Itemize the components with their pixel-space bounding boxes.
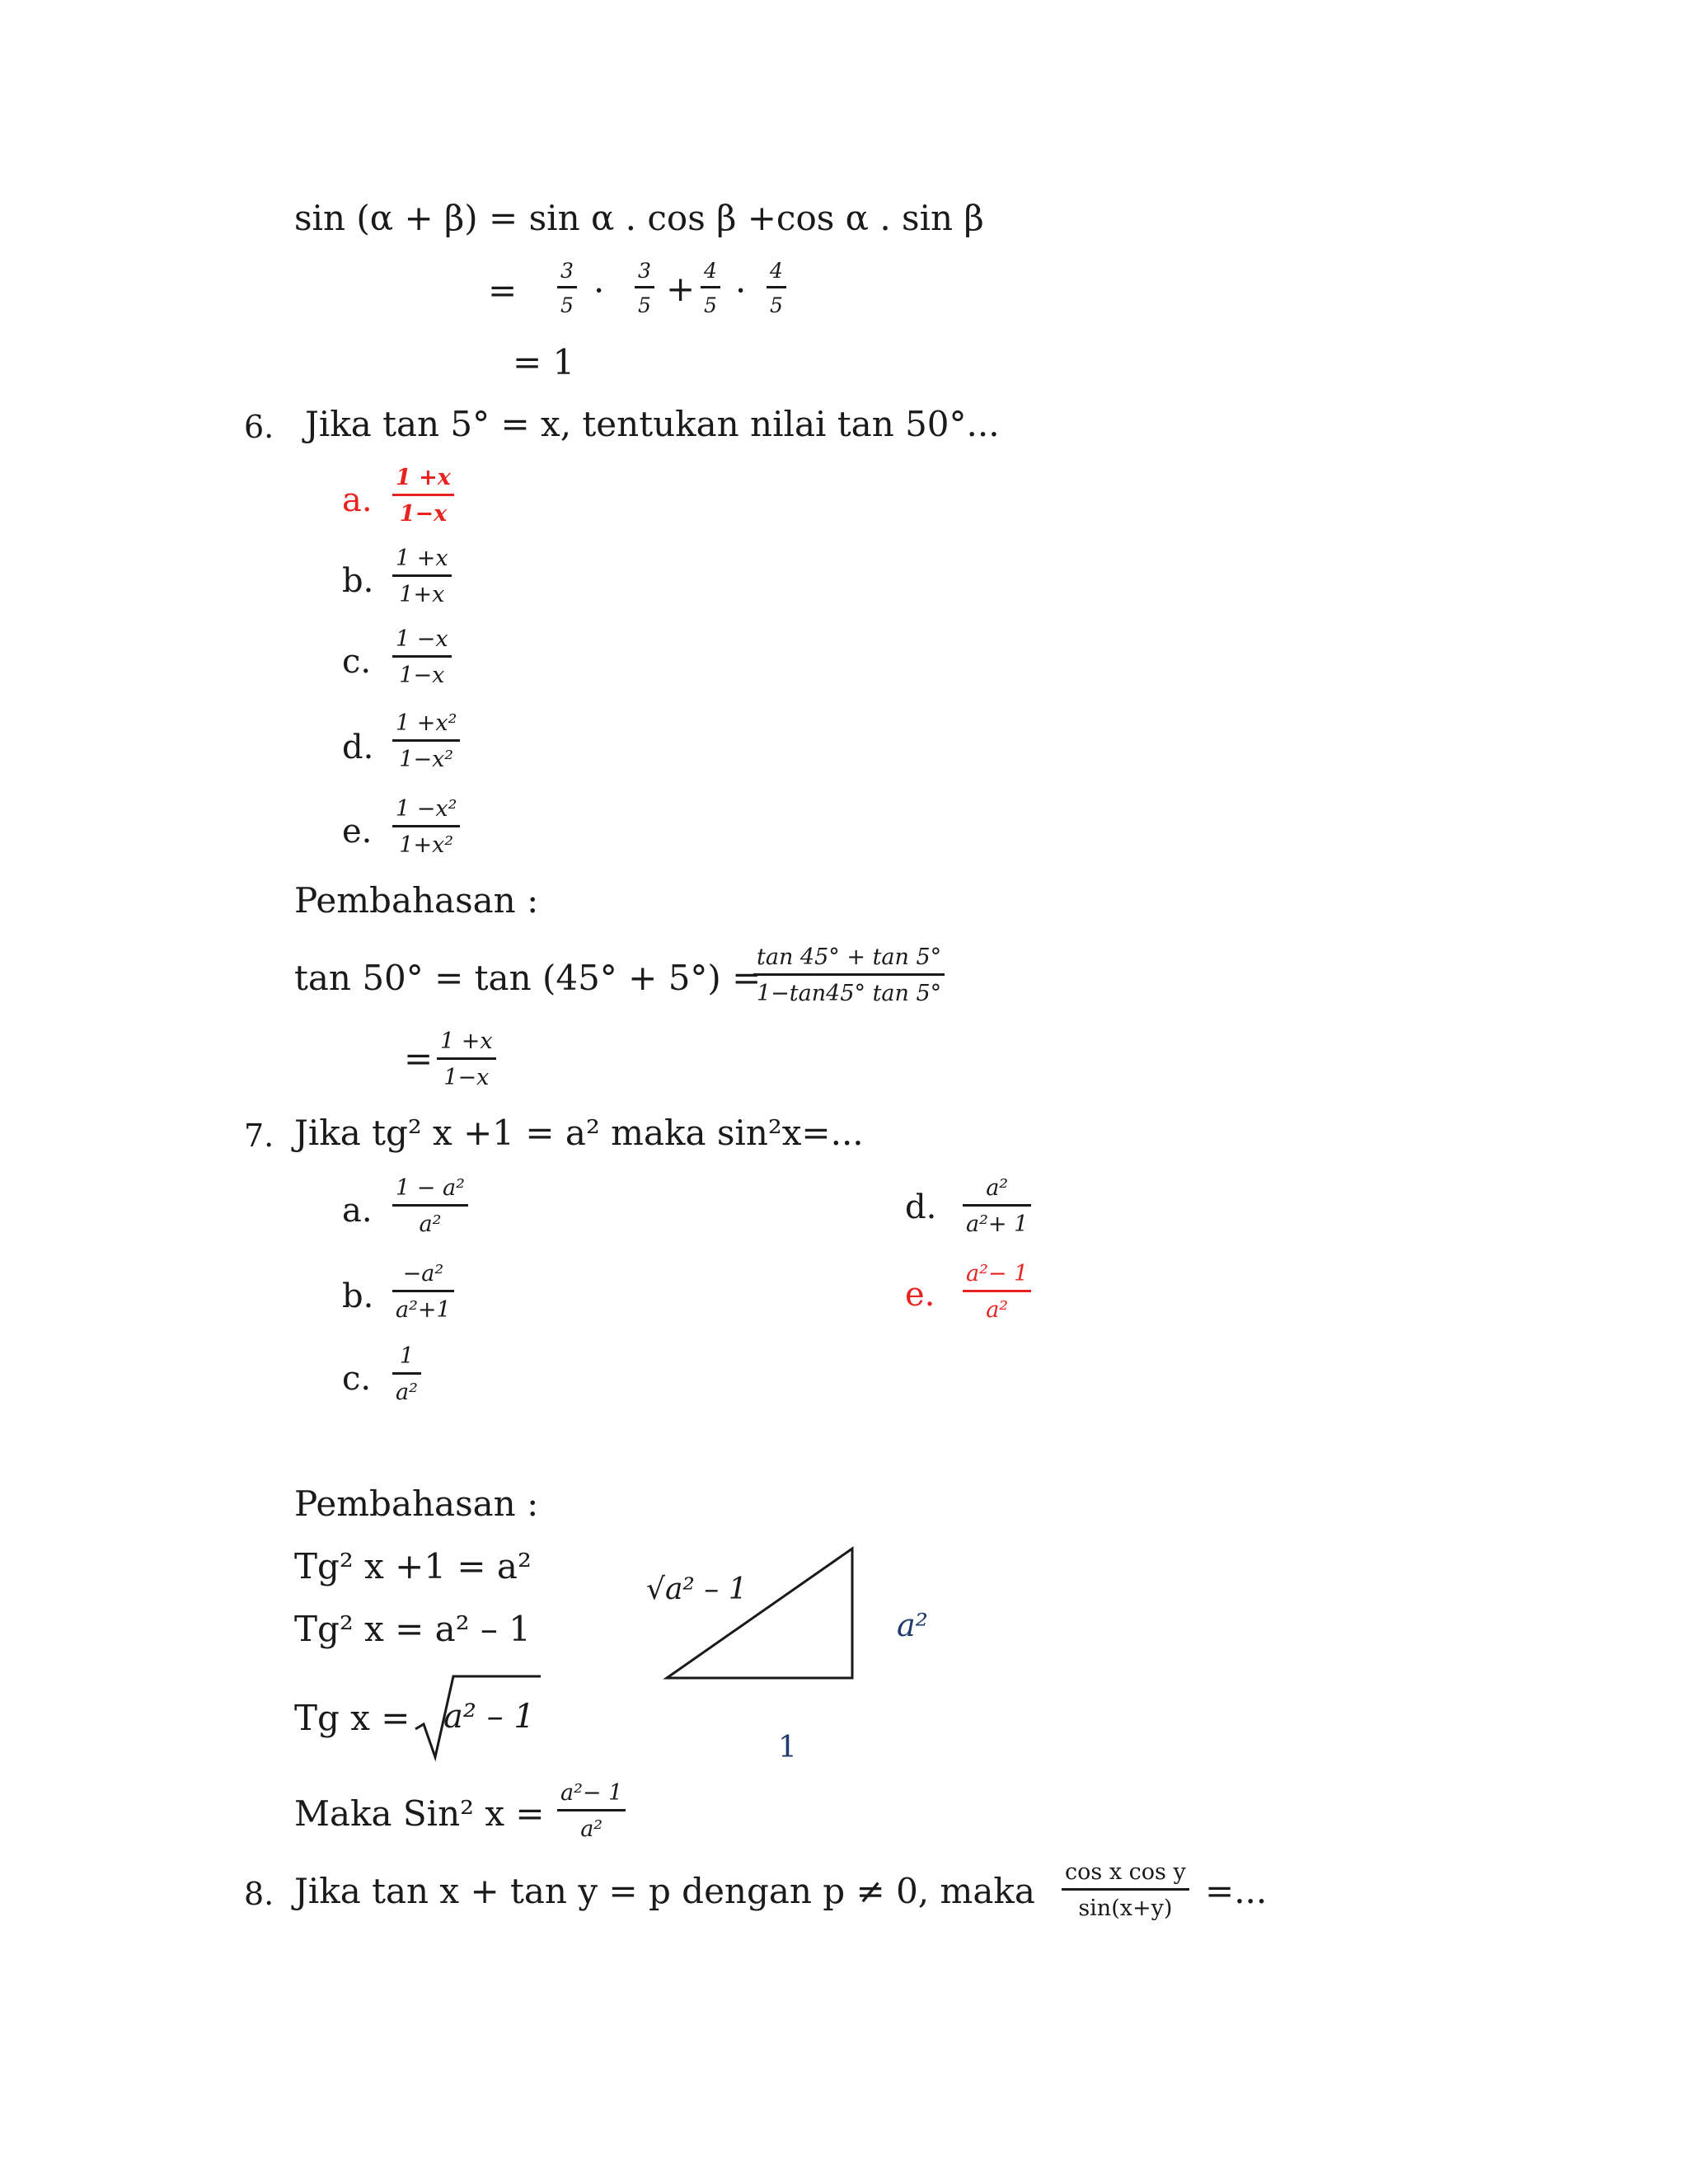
q8-fraction: cos x cos y sin(x+y): [1062, 1861, 1189, 1919]
fraction-3-5-a: 3 5: [557, 260, 577, 316]
q6-step1-left: tan 50° = tan (45° + 5°) =: [294, 958, 762, 998]
option-6e-fraction: 1 −x² 1+x²: [392, 798, 460, 856]
result-equals-one: = 1: [513, 342, 575, 382]
q7-step-line-3: Tg x =: [294, 1698, 410, 1738]
option-7d-label: d.: [905, 1188, 937, 1226]
q8-tail: =...: [1205, 1871, 1268, 1911]
option-7b-fraction: −a² a²+1: [392, 1263, 454, 1321]
plus-operator: +: [666, 269, 696, 309]
option-7c-fraction: 1 a²: [392, 1345, 421, 1404]
sin-sum-identity: sin (α + β) = sin α . cos β +cos α . sin β: [294, 198, 984, 238]
fraction-3-5-b: 3 5: [635, 260, 654, 316]
option-7e-fraction: a²− 1 a²: [963, 1263, 1031, 1321]
q6-discussion-title: Pembahasan :: [294, 880, 539, 921]
q7-conclusion-fraction: a²− 1 a²: [557, 1782, 626, 1840]
option-6b-fraction: 1 +x 1+x: [392, 547, 452, 606]
triangle-side-label: a²: [897, 1607, 928, 1643]
option-7d-fraction: a² a²+ 1: [963, 1177, 1031, 1235]
question-7-text: Jika tg² x +1 = a² maka sin²x=...: [294, 1113, 864, 1153]
equals-sign: =: [488, 270, 518, 311]
triangle-hypotenuse-label: √a² – 1: [646, 1572, 748, 1606]
option-7a-fraction: 1 − a² a²: [392, 1177, 468, 1235]
option-6c-label: c.: [342, 643, 372, 681]
question-6-text: Jika tan 5° = x, tentukan nilai tan 50°...: [305, 404, 1000, 444]
question-8-number: 8.: [244, 1876, 274, 1912]
option-7b-label: b.: [342, 1277, 374, 1315]
dot-operator: ·: [593, 270, 605, 311]
option-6c-fraction: 1 −x 1−x: [392, 628, 452, 687]
q7-step-line-1: Tg² x +1 = a²: [294, 1546, 532, 1586]
option-7c-label: c.: [342, 1360, 372, 1398]
option-6e-label: e.: [342, 813, 373, 851]
option-6a-label: a.: [342, 481, 373, 519]
option-7e-label: e.: [905, 1276, 935, 1314]
dot-operator: ·: [735, 270, 747, 311]
question-7-number: 7.: [244, 1118, 274, 1154]
q7-discussion-title: Pembahasan :: [294, 1483, 539, 1524]
option-6d-fraction: 1 +x² 1−x²: [392, 712, 460, 771]
sqrt-body: a² – 1: [443, 1698, 535, 1736]
fraction-4-5-b: 4 5: [767, 260, 786, 316]
q6-step2-fraction: 1 +x 1−x: [437, 1030, 496, 1089]
option-6a-fraction: 1 +x 1−x: [392, 466, 454, 525]
q6-step1-fraction: tan 45° + tan 5° 1−tan45° tan 5°: [753, 946, 945, 1005]
question-8-text: Jika tan x + tan y = p dengan p ≠ 0, maka: [294, 1871, 1035, 1911]
option-7a-label: a.: [342, 1192, 373, 1230]
q7-step-line-2: Tg² x = a² – 1: [294, 1609, 531, 1649]
fraction-4-5-a: 4 5: [701, 260, 720, 316]
right-triangle-diagram: [659, 1541, 865, 1690]
triangle-base-label: 1: [778, 1731, 797, 1765]
question-6-number: 6.: [244, 409, 274, 445]
q7-conclusion-left: Maka Sin² x =: [294, 1793, 545, 1834]
q6-step2-equals: =: [404, 1038, 434, 1079]
option-6d-label: d.: [342, 729, 374, 766]
option-6b-label: b.: [342, 562, 374, 600]
